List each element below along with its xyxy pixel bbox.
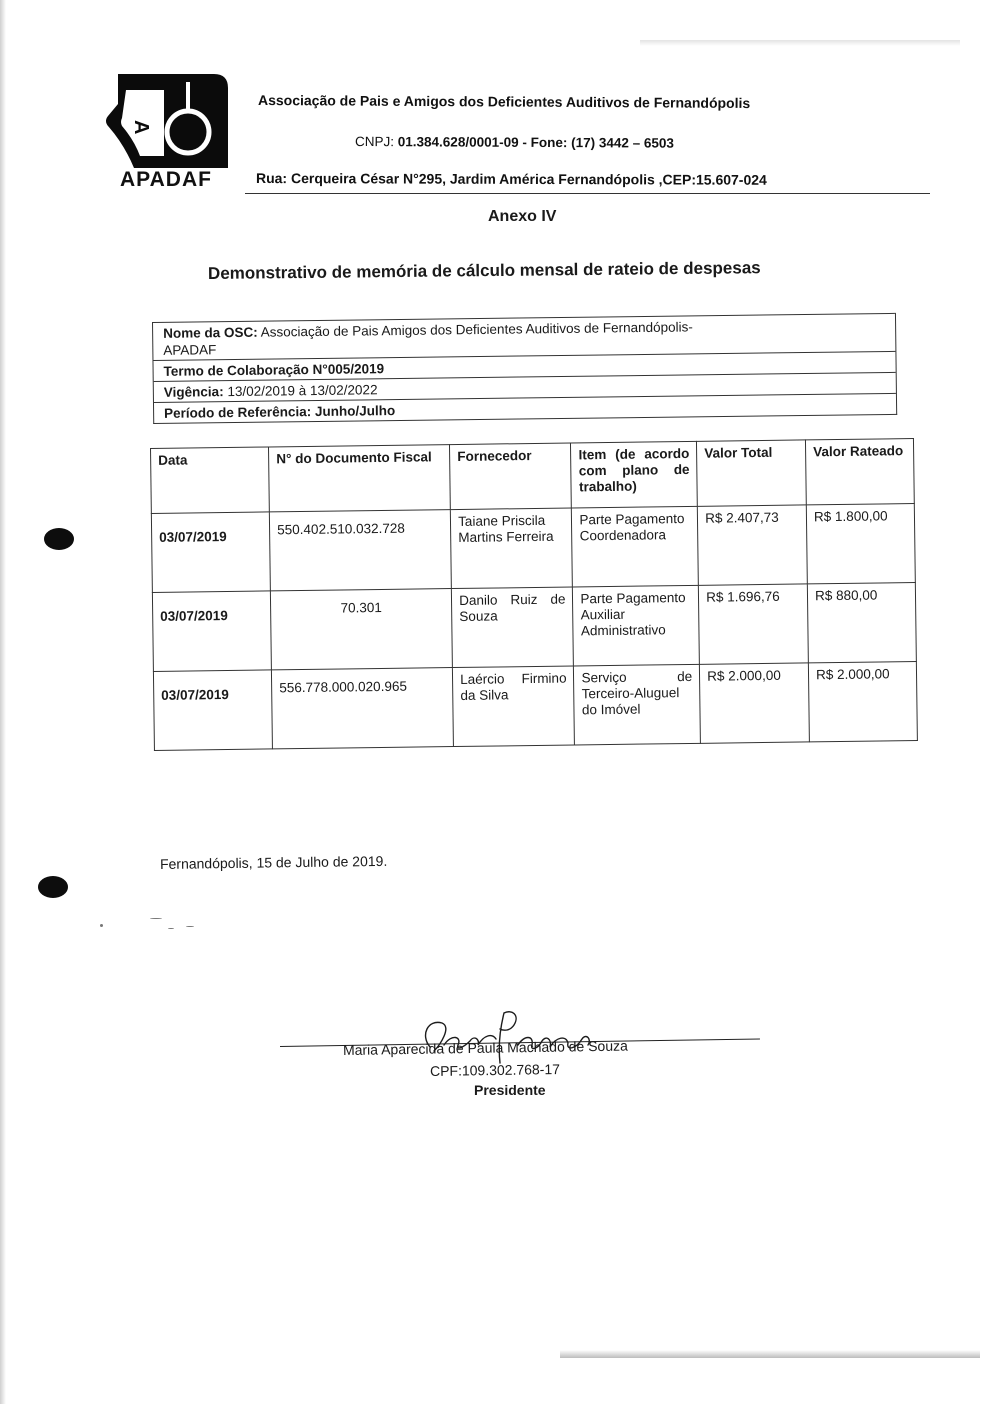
cell-valor-rateado: R$ 880,00 <box>807 582 916 662</box>
osc-name-value: Associação de Pais Amigos dos Deficientes Auditivos de Fernandópolis- <box>257 319 693 340</box>
vigencia-value: 13/02/2019 à 13/02/2022 <box>223 382 378 400</box>
cell-valor-total: R$ 2.000,00 <box>700 663 810 743</box>
cell-valor-total: R$ 1.696,76 <box>699 584 809 664</box>
organization-cnpj <box>355 134 674 151</box>
col-header-fornecedor: Fornecedor <box>450 443 572 510</box>
cell-data: 03/07/2019 <box>152 591 271 672</box>
punch-hole <box>44 528 74 550</box>
termo-label: Termo de Colaboração N°005/2019 <box>163 361 385 379</box>
cell-documento: 556.778.000.020.965 <box>272 668 454 749</box>
col-header-valor-rateado: Valor Rateado <box>805 439 914 505</box>
cell-item: Parte Pagamento Coordenadora <box>572 506 699 587</box>
col-header-data: Data <box>151 447 270 514</box>
annex-heading: Anexo IV <box>488 208 557 225</box>
table-row <box>153 661 917 750</box>
cell-data: 03/07/2019 <box>151 512 270 593</box>
cell-fornecedor: Danilo Ruiz de Souza <box>452 587 574 668</box>
speck <box>186 926 194 927</box>
cell-valor-rateado: R$ 1.800,00 <box>806 504 915 584</box>
punch-hole <box>38 876 68 898</box>
table-row <box>152 582 916 671</box>
signer-cpf: CPF:109.302.768-17 <box>429 1060 561 1079</box>
cell-item: Parte Pagamento Auxiliar Administrativo <box>573 585 700 666</box>
speck <box>168 928 174 929</box>
organization-address: Rua: Cerqueira César N°295, Jardim América Fernandópolis ,CEP:15.607-024 <box>255 170 767 188</box>
osc-name-label: Nome da OSC: <box>163 324 258 341</box>
speck <box>100 924 103 927</box>
periodo-label: Período de Referência: Junho/Julho <box>164 403 396 421</box>
table-header-row <box>151 439 915 514</box>
place-date: Fernandópolis, 15 de Julho de 2019. <box>159 852 388 872</box>
cell-data: 03/07/2019 <box>153 670 272 751</box>
cell-fornecedor: Laércio Firmino da Silva <box>453 666 575 747</box>
osc-info-box <box>152 313 897 424</box>
cell-valor-total: R$ 2.407,73 <box>697 505 807 585</box>
page-edge-shadow <box>640 40 960 46</box>
col-header-valor-total: Valor Total <box>697 440 807 506</box>
svg-text:A: A <box>130 120 152 135</box>
apadaf-logo <box>100 72 232 190</box>
signer-role: Presidente <box>474 1082 546 1098</box>
cell-fornecedor: Taiane Priscila Martins Ferreira <box>450 508 572 589</box>
cnpj-label: CNPJ: <box>354 134 395 150</box>
page-edge-shadow <box>560 1350 980 1358</box>
header-divider <box>245 193 930 194</box>
cnpj-value: 01.384.628/0001-09 - Fone: (17) 3442 – 6503 <box>397 134 675 151</box>
osc-name-value-cont: APADAF <box>163 342 217 358</box>
table-row <box>151 504 915 593</box>
page-edge-shadow <box>0 0 6 1404</box>
cell-documento: 550.402.510.032.728 <box>269 510 451 591</box>
speck <box>150 918 162 919</box>
col-header-item: Item (de acordo com plano de trabalho) <box>571 441 698 508</box>
col-header-documento: N° do Documento Fiscal <box>269 445 451 512</box>
cell-valor-rateado: R$ 2.000,00 <box>808 661 917 741</box>
signer-name: Maria Aparecida de Paula Machado de Souza <box>342 1037 628 1058</box>
ear-logo-icon <box>104 74 228 168</box>
cell-documento: 70.301 <box>271 589 453 670</box>
expense-table <box>150 438 918 751</box>
logo-text: APADAF <box>120 168 212 191</box>
cell-item: Serviço de Terceiro-Aluguel do Imóvel <box>574 664 701 745</box>
document-title: Demonstrativo de memória de cálculo mensal de rateio de despesas <box>207 258 761 283</box>
vigencia-label: Vigência: <box>163 384 224 400</box>
organization-name: Associação de Pais e Amigos dos Deficientes Auditivos de Fernandópolis <box>257 92 751 112</box>
